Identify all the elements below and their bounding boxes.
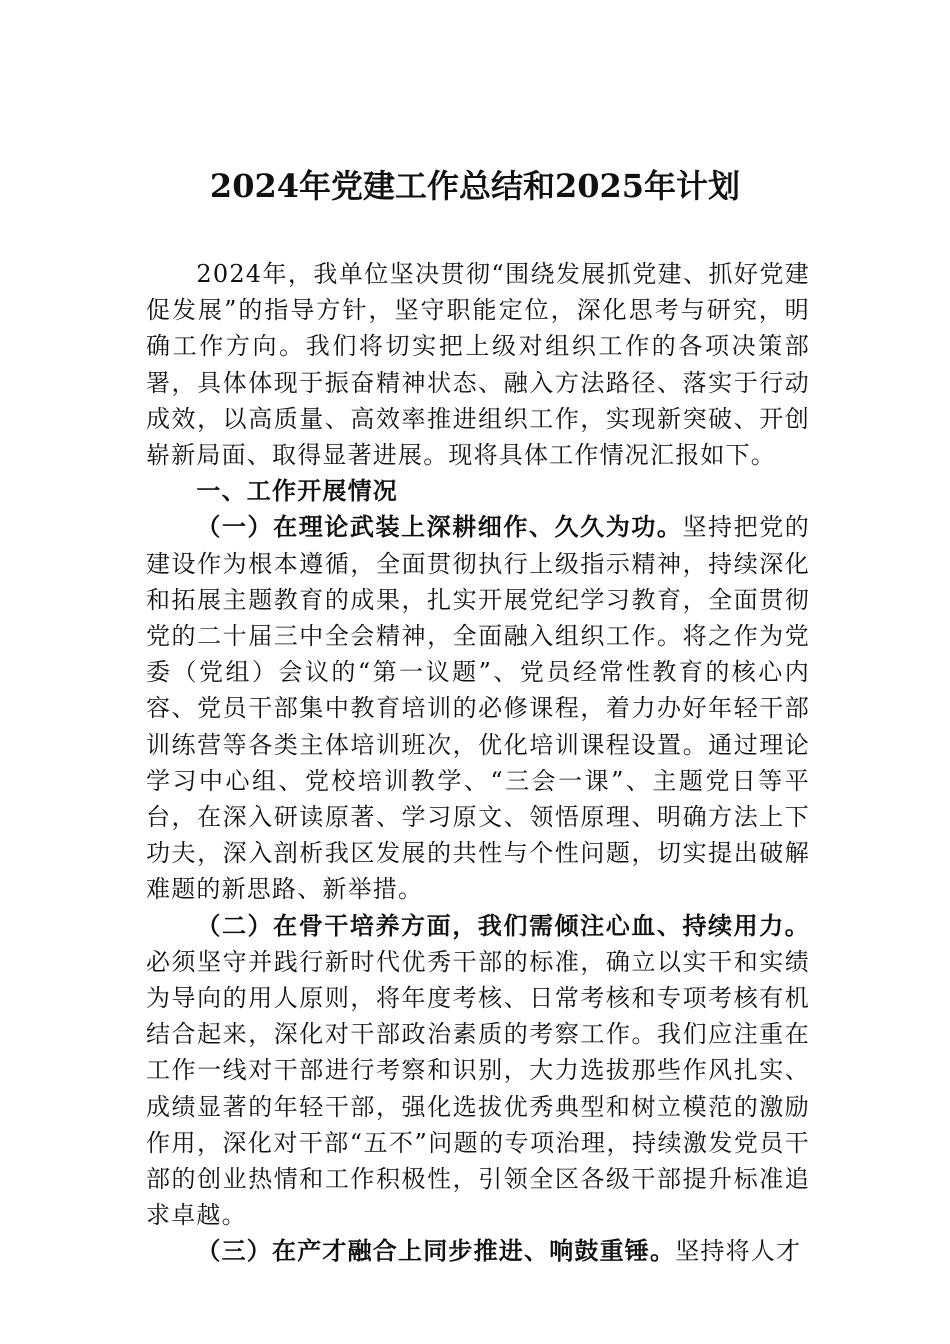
paragraph-3-lead: （三）在产才融合上同步推进、响鼓重锤。: [196, 1236, 676, 1266]
document-body: [146, 256, 810, 1270]
paragraph-1-body: 坚持把党的建设作为根本遵循，全面贯彻执行上级指示精神，持续深化和拓展主题教育的成果，扎实开展党纪学习教育，全面贯彻党的二十届三中全会精神，全面融入组织工作。将之作为党委（党组）会议的“第一议题”、党员经常性教育的核心内容、党员干部集中教育培训的必修课程，着力办好年轻干部训练营等各类主体培训班次，优化培训课程设置。通过理论学习中心组、党校培训教学、“三会一课”、主题党日等平台，在深入研读原著、学习原文、领悟原理、明确方法上下功夫，深入剖析我区发展的共性与个性问题，切实提出破解难题的新思路、新举措。: [146, 513, 810, 904]
section-heading: 一、工作开展情况: [196, 477, 398, 506]
paragraph-1-lead: （一）在理论武装上深耕细作、久久为功。: [196, 512, 683, 542]
document-title: 2024年党建工作总结和2025年计划: [209, 167, 741, 205]
paragraph-1: [146, 509, 810, 907]
paragraph-3-body: 坚持将人才: [675, 1237, 802, 1266]
paragraph-2: [146, 908, 810, 1234]
paragraph-2-lead: （二）在骨干培养方面，我们需倾注心血、持续用力。: [196, 910, 810, 940]
intro-paragraph: 2024年，我单位坚决贯彻“围绕发展抓党建、抓好党建促发展”的指导方针，坚守职能定位，深化思考与研究，明确工作方向。我们将切实把上级对组织工作的各项决策部署，具体体现于振奋精神状态、融入方法路径、落实于行动成效，以高质量、高效率推进组织工作，实现新突破、开创崭新局面、取得显著进展。现将具体工作情况汇报如下。: [146, 260, 810, 470]
paragraph-3: [146, 1233, 810, 1269]
paragraph-2-body: 必须坚守并践行新时代优秀干部的标准，确立以实干和实绩为导向的用人原则，将年度考核、日常考核和专项考核有机结合起来，深化对干部政治素质的考察工作。我们应注重在工作一线对干部进行考察和识别，大力选拔那些作风扎实、成绩显著的年轻干部，强化选拔优秀典型和树立模范的激励作用，深化对干部“五不”问题的专项治理，持续激发党员干部的创业热情和工作积极性，引领全区各级干部提升标准追求卓越。: [146, 947, 810, 1230]
